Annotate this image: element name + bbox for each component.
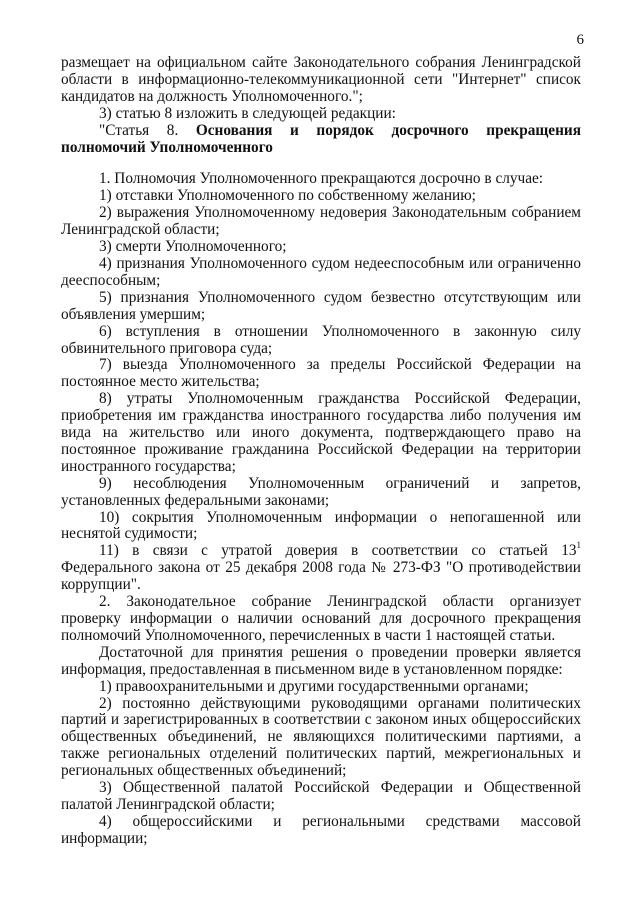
list-item: 1) правоохранительными и другими государственными органами;: [99, 677, 529, 695]
paragraph-continuation: размещает на официальном сайте Законодательного собрания Ленинградской области в информационно-телекоммуникационной сети "Интернет" список кандидатов на должность Уполномоченного.";: [61, 54, 581, 105]
list-item: 9) несоблюдения Уполномоченным ограничений и запретов, установленных федеральными законами;: [61, 474, 581, 509]
paragraph-part-1: 1. Полномочия Уполномоченного прекращаются досрочно в случае:: [99, 170, 544, 188]
list-item: 4) общероссийскими и региональными средствами массовой информации;: [61, 812, 581, 847]
list-item: [61, 540, 581, 594]
article-heading-prefix: "Статья 8.: [99, 121, 196, 139]
list-item: 10) сокрытия Уполномоченным информации о непогашенной или неснятой судимости;: [61, 508, 581, 543]
list-item: 1) отставки Уполномоченного по собственному желанию;: [99, 187, 476, 205]
list-item: 3) Общественной палатой Российской Федерации и Общественной палатой Ленинградской области;: [61, 779, 581, 813]
document-body: [61, 55, 581, 848]
list-item: 3) смерти Уполномоченного;: [99, 238, 287, 256]
paragraph-part-2: 2. Законодательное собрание Ленинградской области организует проверку информации о наличии оснований для досрочного прекращения полномочий Уполномоченного, перечисленных в части 1 настоящей статьи.: [61, 593, 581, 644]
article-heading: [61, 123, 581, 157]
article-heading-title: Основания и порядок досрочного прекращения полномочий Уполномоченного: [61, 121, 581, 156]
list-item: 8) утраты Уполномоченным гражданства Российской Федерации, приобретения им гражданства иностранного государства либо получения им вида на жительство или иного документа, подтверждающего право на постоянное проживание гражданина Российской Федерации на территории иностранного государства;: [61, 390, 581, 475]
list-item: 6) вступления в отношении Уполномоченного в законную силу обвинительного приговора суда;: [61, 322, 581, 357]
paragraph-amendment-3: 3) статью 8 изложить в следующей редакции:: [99, 104, 396, 122]
list-item: 2) выражения Уполномоченному недоверия Законодательным собранием Ленинградской области;: [61, 204, 581, 239]
list-item-text: Федерального закона от 25 декабря 2008 года № 273-ФЗ "О противодействии коррупции".: [61, 559, 581, 594]
list-item: 2) постоянно действующими руководящими органами политических партий и зарегистрированных в соответствии с законом иных общероссийских общественных объединений, не являющихся политическими партиями, а также региональных отделений политических партий, межрегиональных и региональных общественных объединений;: [61, 694, 581, 780]
list-item-text: 11) в связи с утратой доверия в соответствии со статьей 13: [99, 542, 577, 560]
page-number: 6: [576, 32, 584, 48]
list-item: 7) выезда Уполномоченного за пределы Российской Федерации на постоянное место жительства;: [61, 356, 581, 391]
superscript: 1: [576, 540, 581, 551]
list-item: 4) признания Уполномоченного судом недееспособным или ограниченно дееспособным;: [61, 254, 581, 289]
paragraph-sufficient-info: Достаточной для принятия решения о проведении проверки является информация, предоставленная в письменном виде в установленном порядке:: [61, 643, 581, 678]
list-item: 5) признания Уполномоченного судом безвестно отсутствующим или объявления умершим;: [61, 288, 581, 323]
